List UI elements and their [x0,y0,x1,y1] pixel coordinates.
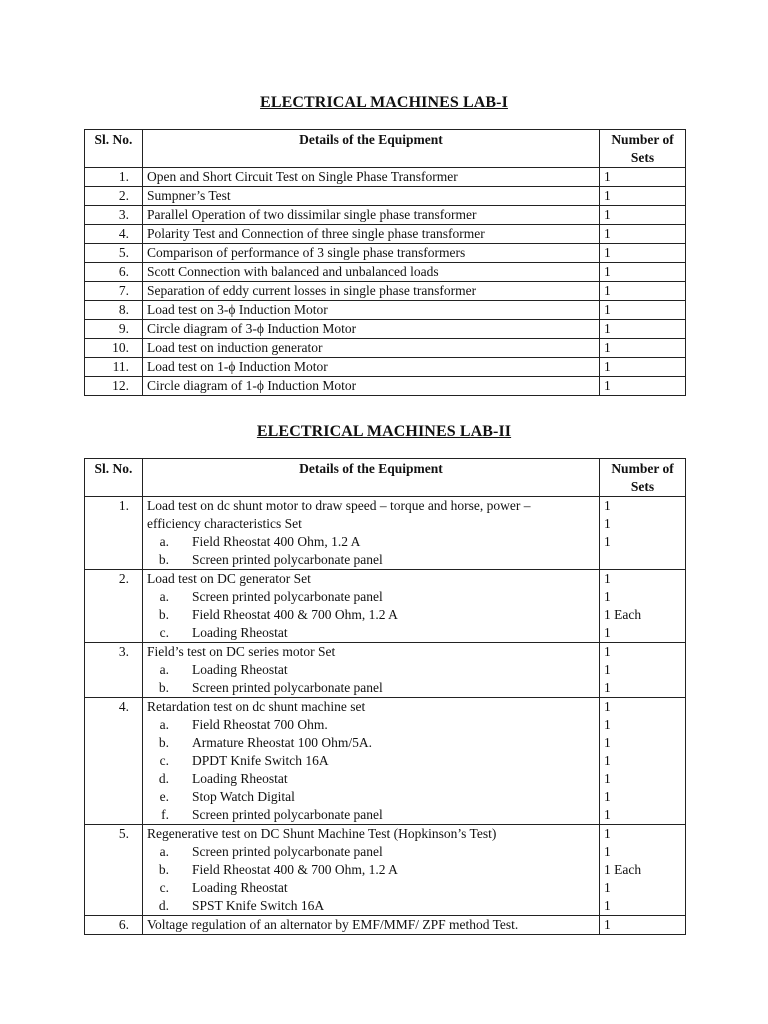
table-row [85,643,686,698]
row-details [143,497,600,570]
item-letter: a. [159,589,169,604]
lab2-title: ELECTRICAL MACHINES LAB-II [256,423,512,440]
set-count: 1 [604,898,611,913]
table-header-row [85,130,686,168]
item-letter: d. [158,898,169,913]
row-sl-no: 2. [85,187,143,206]
set-count: 1 [604,498,611,513]
detail-line: Load test on dc shunt motor to draw speed – torque and horse, power – [147,498,531,513]
row-sl-no: 6. [85,916,143,935]
row-number-of-sets: 1 [600,377,686,396]
item-letter: c. [159,625,169,640]
item-text: Field Rheostat 400 & 700 Ohm, 1.2 A [192,862,398,877]
row-details [143,825,600,916]
table-row [85,225,686,244]
equipment-item [147,897,599,915]
table-row [85,377,686,396]
row-number-of-sets: 1 [600,187,686,206]
row-details: Load test on 3-ϕ Induction Motor [143,301,600,320]
equipment-item [147,624,599,642]
set-count: 1 [604,699,611,714]
set-count: 1 [604,589,611,604]
detail-line: efficiency characteristics Set [147,516,302,531]
row-details: Polarity Test and Connection of three single phase transformer [143,225,600,244]
equipment-item [147,752,599,770]
table-row [85,320,686,339]
table-row [85,497,686,570]
row-sl-no: 3. [85,206,143,225]
item-text: Screen printed polycarbonate panel [192,552,383,567]
table-row [85,698,686,825]
lab2-table-body [85,497,686,935]
header-details: Details of the Equipment [143,130,600,168]
detail-line: Voltage regulation of an alternator by EMF/MMF/ ZPF method Test. [147,917,519,932]
item-letter: f. [161,807,169,822]
set-count: 1 [604,571,611,586]
item-text: Stop Watch Digital [192,789,295,804]
table-row [85,825,686,916]
equipment-item [147,588,599,606]
row-sl-no: 10. [85,339,143,358]
equipment-item [147,551,599,569]
detail-line: Retardation test on dc shunt machine set [147,699,366,714]
item-text: Screen printed polycarbonate panel [192,680,383,695]
equipment-item [147,661,599,679]
row-sl-no: 3. [85,643,143,698]
table-row [85,244,686,263]
row-details [143,916,600,935]
row-number-of-sets [600,570,686,643]
equipment-item [147,788,599,806]
equipment-item [147,843,599,861]
lab1-equipment-table [84,129,686,396]
set-count: 1 [604,516,611,531]
row-sl-no: 4. [85,225,143,244]
item-text: Loading Rheostat [192,625,288,640]
item-letter: a. [159,662,169,677]
equipment-item [147,806,599,824]
detail-line: Field’s test on DC series motor Set [147,644,336,659]
row-details: Parallel Operation of two dissimilar single phase transformer [143,206,600,225]
row-number-of-sets: 1 [600,225,686,244]
item-letter: a. [159,844,169,859]
row-sl-no: 2. [85,570,143,643]
item-text: Field Rheostat 400 & 700 Ohm, 1.2 A [192,607,398,622]
row-details [143,570,600,643]
item-letter: b. [158,680,169,695]
item-letter: b. [158,607,169,622]
row-number-of-sets: 1 [600,301,686,320]
item-letter: e. [159,789,169,804]
set-count: 1 [604,662,611,677]
row-details [143,643,600,698]
item-text: Screen printed polycarbonate panel [192,844,383,859]
set-count: 1 [604,644,611,659]
row-sl-no: 4. [85,698,143,825]
row-number-of-sets: 1 [600,339,686,358]
row-details: Scott Connection with balanced and unbalanced loads [143,263,600,282]
lab1-title: ELECTRICAL MACHINES LAB-I [260,94,508,111]
row-number-of-sets: 1 [600,282,686,301]
row-sl-no: 5. [85,244,143,263]
row-sl-no: 6. [85,263,143,282]
header-sl-no: Sl. No. [85,459,143,497]
set-count: 1 [604,534,611,549]
set-count: 1 [604,826,611,841]
row-number-of-sets [600,825,686,916]
detail-line: Regenerative test on DC Shunt Machine Test (Hopkinson’s Test) [147,826,497,841]
table-row [85,168,686,187]
row-number-of-sets: 1 [600,244,686,263]
item-letter: b. [158,862,169,877]
set-count: 1 [604,680,611,695]
row-number-of-sets: 1 [600,263,686,282]
item-text: Screen printed polycarbonate panel [192,589,383,604]
item-text: Armature Rheostat 100 Ohm/5A. [192,735,372,750]
row-details [143,698,600,825]
set-count: 1 [604,735,611,750]
row-sl-no: 8. [85,301,143,320]
row-sl-no: 1. [85,168,143,187]
row-details: Load test on induction generator [143,339,600,358]
set-count: 1 [604,789,611,804]
table-row [85,282,686,301]
row-number-of-sets [600,643,686,698]
item-text: DPDT Knife Switch 16A [192,753,329,768]
row-details: Separation of eddy current losses in single phase transformer [143,282,600,301]
equipment-item [147,861,599,879]
row-sl-no: 1. [85,497,143,570]
item-letter: b. [158,735,169,750]
table-row [85,339,686,358]
item-text: Field Rheostat 700 Ohm. [192,717,328,732]
item-text: Loading Rheostat [192,880,288,895]
equipment-item [147,606,599,624]
table-row [85,301,686,320]
row-details: Comparison of performance of 3 single phase transformers [143,244,600,263]
header-sl-no: Sl. No. [85,130,143,168]
row-sl-no: 7. [85,282,143,301]
item-text: Loading Rheostat [192,662,288,677]
set-count: 1 [604,753,611,768]
row-number-of-sets [600,497,686,570]
row-number-of-sets [600,698,686,825]
header-number-of-sets: Number of Sets [600,130,686,168]
row-number-of-sets: 1 [600,358,686,377]
set-count: 1 [604,807,611,822]
header-number-of-sets: Number of Sets [600,459,686,497]
row-number-of-sets [600,916,686,935]
item-letter: c. [159,753,169,768]
set-count: 1 Each [604,607,642,622]
set-count: 1 [604,880,611,895]
set-count: 1 [604,917,611,932]
table-row [85,187,686,206]
row-sl-no: 9. [85,320,143,339]
equipment-item [147,770,599,788]
table-row [85,570,686,643]
row-details: Circle diagram of 1-ϕ Induction Motor [143,377,600,396]
row-details: Circle diagram of 3-ϕ Induction Motor [143,320,600,339]
table-row [85,358,686,377]
table-row [85,916,686,935]
equipment-item [147,679,599,697]
item-letter: b. [158,552,169,567]
table-row [85,206,686,225]
detail-line: Load test on DC generator Set [147,571,311,586]
row-number-of-sets: 1 [600,320,686,339]
header-details: Details of the Equipment [143,459,600,497]
row-details: Open and Short Circuit Test on Single Phase Transformer [143,168,600,187]
set-count: 1 [604,625,611,640]
item-text: Field Rheostat 400 Ohm, 1.2 A [192,534,361,549]
item-text: SPST Knife Switch 16A [192,898,325,913]
table-row [85,263,686,282]
item-text: Screen printed polycarbonate panel [192,807,383,822]
item-letter: d. [158,771,169,786]
set-count: 1 [604,771,611,786]
equipment-item [147,879,599,897]
item-letter: a. [159,534,169,549]
row-number-of-sets: 1 [600,206,686,225]
row-sl-no: 5. [85,825,143,916]
equipment-item [147,533,599,551]
row-number-of-sets: 1 [600,168,686,187]
item-letter: a. [159,717,169,732]
table-header-row [85,459,686,497]
set-count: 1 [604,717,611,732]
item-letter: c. [159,880,169,895]
set-count: 1 Each [604,862,642,877]
row-details: Sumpner’s Test [143,187,600,206]
set-count: 1 [604,844,611,859]
lab1-table-body [85,168,686,396]
row-sl-no: 12. [85,377,143,396]
row-sl-no: 11. [85,358,143,377]
item-text: Loading Rheostat [192,771,288,786]
row-details: Load test on 1-ϕ Induction Motor [143,358,600,377]
equipment-item [147,716,599,734]
equipment-item [147,734,599,752]
lab2-equipment-table [84,458,686,935]
